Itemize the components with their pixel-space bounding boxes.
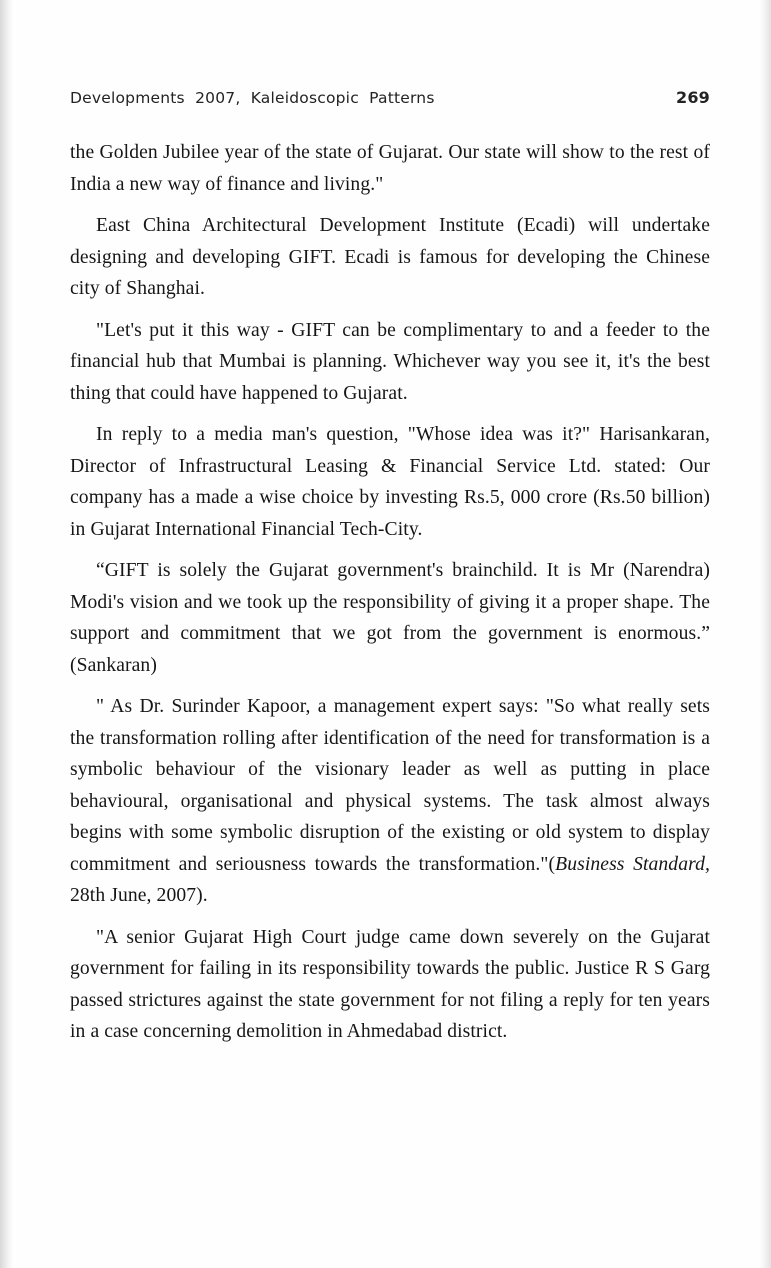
page-edge-shadow-left	[0, 0, 14, 1268]
citation-source-italic: Business Standard,	[555, 853, 710, 875]
paragraph-surinder-kapoor	[70, 691, 710, 912]
citation-date: 28th June, 2007).	[70, 885, 208, 906]
paragraph-golden-jubilee: the Golden Jubilee year of the state of Gujarat. Our state will show to the rest of India a new way of finance and living."	[70, 142, 710, 195]
body-text	[70, 137, 710, 1048]
page-edge-shadow-right	[759, 0, 771, 1268]
page-number: 269	[676, 88, 710, 107]
paragraph-gift-complimentary: "Let's put it this way - GIFT can be complimentary to and a feeder to the financial hub that Mumbai is planning. Whichever way you see it, it's the best thing that could have happened to Gujarat.	[70, 319, 710, 404]
paragraph-kapoor-main: " As Dr. Surinder Kapoor, a management expert says: "So what really sets the transformation rolling after identification of the need for transformation is a symbolic behaviour of the visionary leader as well as putting in place behavioural, organisational and physical systems. The task almost always begins with some symbolic disruption of the existing or old system to display commitment and seriousness towards the transformation."(	[70, 696, 710, 875]
running-head-title: Developments 2007, Kaleidoscopic Patterns	[70, 89, 435, 107]
paragraph-harisankaran: In reply to a media man's question, "Whose idea was it?" Harisankaran, Director of Infrastructural Leasing & Financial Service Ltd. stated: Our company has a made a wise choice by investing Rs.5, 000 crore (Rs.50 billion) in Gujarat International Financial Tech-City.	[70, 424, 710, 540]
paragraph-ecadi: East China Architectural Development Institute (Ecadi) will undertake designing and developing GIFT. Ecadi is famous for developing the Chinese city of Shanghai.	[70, 215, 710, 299]
running-head	[70, 88, 710, 107]
page-content	[70, 88, 710, 1048]
paragraph-brainchild: “GIFT is solely the Gujarat government's brainchild. It is Mr (Narendra) Modi's vision and we took up the responsibility of giving it a proper shape. The support and commitment that we got from the government is enormous.” (Sankaran)	[70, 560, 710, 676]
paragraph-high-court: "A senior Gujarat High Court judge came down severely on the Gujarat government for failing in its responsibility towards the public. Justice R S Garg passed strictures against the state government for not filing a reply for ten years in a case concerning demolition in Ahmedabad district.	[70, 926, 710, 1042]
